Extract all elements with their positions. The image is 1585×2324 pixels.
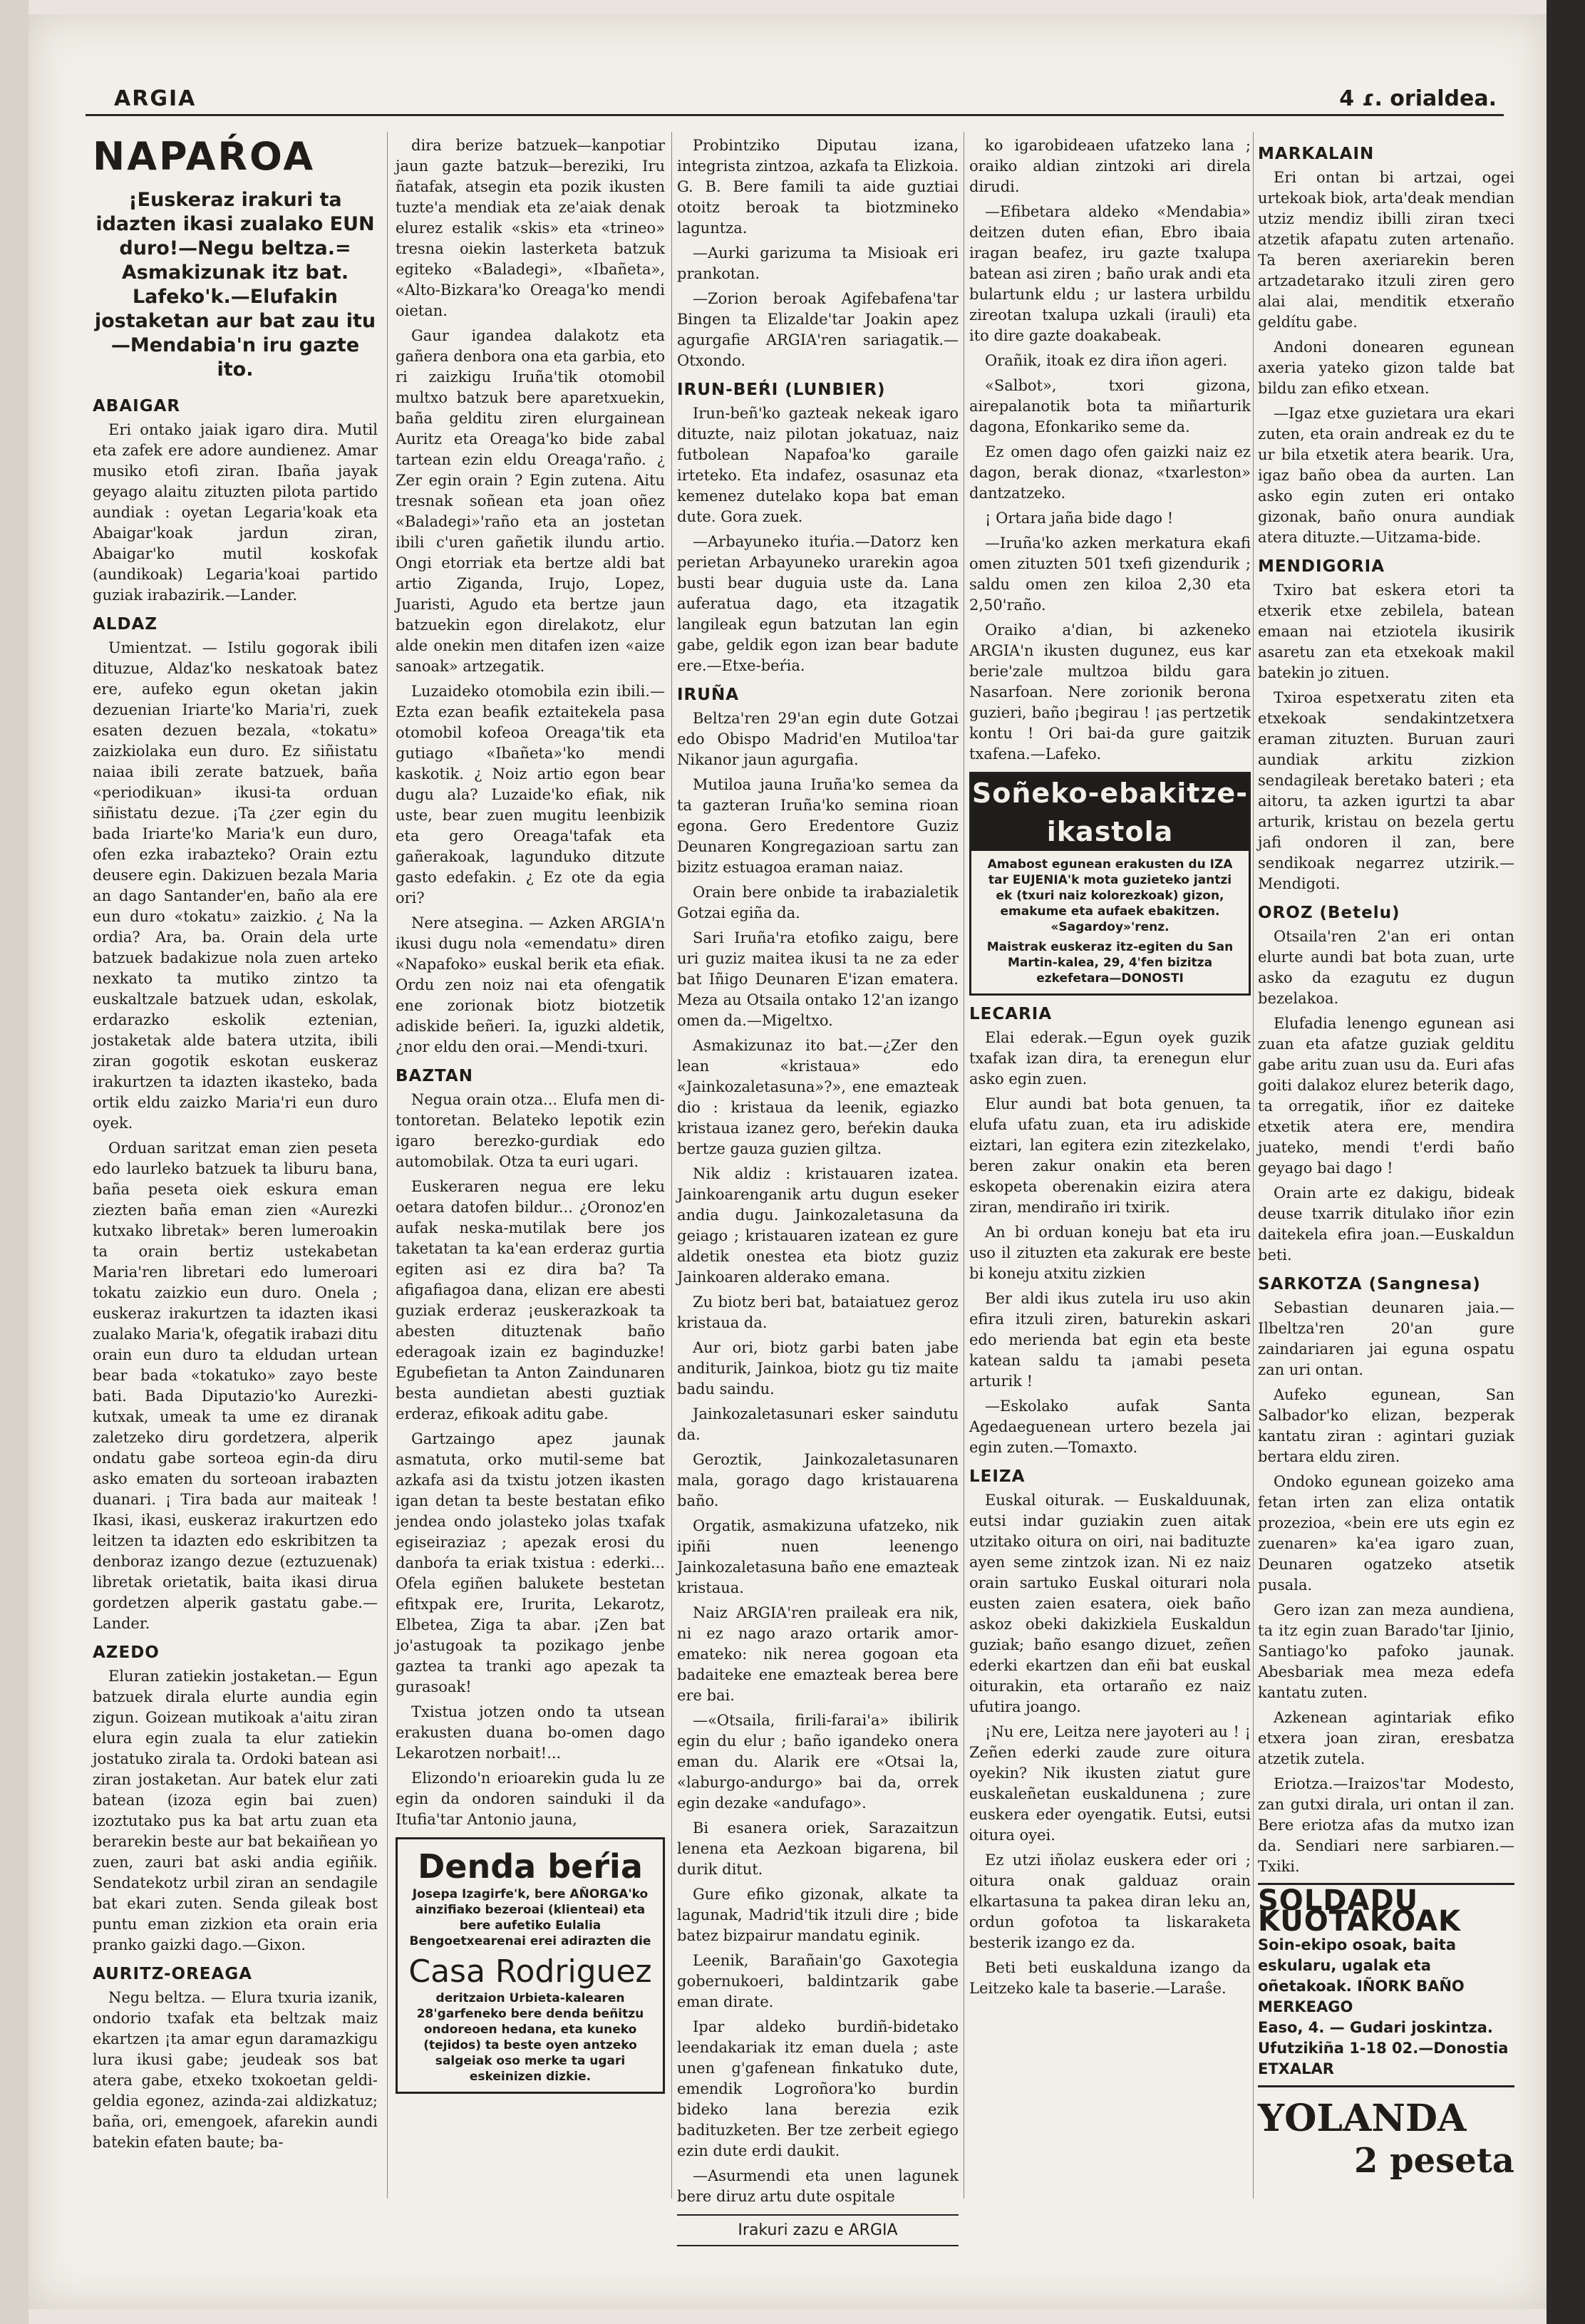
article-text: —Eskolako aufak Santa Agedaeguenean urtero bezela jai egin zuten.—Tomaxto. <box>969 1398 1251 1456</box>
column-1 <box>93 135 378 2273</box>
heading-irun-berri: IRUN-BEŔI (LUNBIER) <box>677 381 886 399</box>
article-text: Zu biotz beri bat, bataiatuez geroz kristaua da. <box>677 1293 959 1331</box>
article-text: Eluran zatiekin jostaketan.— Egun batzuek dirala elurte aundia egin zigun. Goizean mutikoak a'aitu ziran elura egin zuala ta elur zatiekin jostatuko zirala ta. Ordoki batean asi ziran jostaketan. Aur batek elur zati batean (izoza egin bai zuen) izoztutako pus ka bat artu zuan eta berarekin beste aur bat bekaiñean yo zuen, zauri bat aski andia egiñik. Sendatekotz urbil ziran an sendagile bat ekari zuten. Senda gileak bost puntu eman zizkion eta orain eria pranko gaizki dago.—Gixon. <box>93 1668 378 1953</box>
heading-mendigoria: MENDIGORIA <box>1258 557 1385 576</box>
article-text: Eri ontan bi artzai, ogei urtekoak biok, arta'deak mendian utziz mendiz ibilli ziran txeci atzetik afapatu zuten artenaño. Ta beren axeriarekin beren artzadetarako itzuli ziren gero alai alai, menditik etxeraño geldítu gabe. <box>1258 169 1514 331</box>
article-text: Sebastian deunaren jaia.— Ilbeltza'ren 20'an gure zaindariaren jai eguna ospatu zan uri ontan. <box>1258 1299 1514 1378</box>
ad-soldadu-title: SOLDADU KUOTAKOAK <box>1258 1884 1461 1938</box>
article-text: Orañik, itoak ez dira iñon ageri. <box>985 352 1228 369</box>
article-text: Euskeraren negua ere leku oetara datofen bildur... ¿Oronoz'en aufak neska-mutilak bere jos taketatan ta ka'ean erderaz gurtia egiten asi ez dira ba? Ta afigafiagoa dana, elizan ere abesti guziak erderaz ¡euskerazkoak ta abesten dituztenak baño ederagoak izain ez baginduzke! Egubefietan ta Anton Zaindunaren besta aundietan abesti guztiak erderaz, efikoak aditu gabe. <box>396 1178 665 1422</box>
article-text: Jainkozaletasunari esker saindutu da. <box>677 1405 959 1443</box>
section-lead: ¡Euskeraz irakuri ta idazten ikasi zualako EUN duro!—Negu beltza.= Asmakizunak itz bat. Lafeko'k.—Elufakin jostaketan aur bat zau itu —Mendabia'n iru gazte ito. <box>94 189 376 381</box>
column-4 <box>969 135 1251 2188</box>
article-text: Txiroa espetxeratu ziten eta etxekoak sendakintzetxera eraman zituzten. Buruan zauri aundiak arkitu zizkion sendagileak beretako bateri ; eta aitoru, ta azken igurtzi ta abar arturik, kristau on bezela gertu jafi ondoren il zan, bere sendikoak negarrez utzirik.—Mendigoti. <box>1258 689 1514 892</box>
article-text: Aufeko egunean, San Salbador'ko elizan, bezperak kantatu ziran : agintari guziak bertara eldu ziren. <box>1258 1386 1514 1465</box>
article-text: Sari Iruña'ra etofiko zaigu, bere uri guziz maitea ikusi ta ne za eder bat Iñigo Deunaren E'izan ematera. Meza au Otsaila ontako 12'an izango omen da.—Migeltxo. <box>677 929 959 1029</box>
ad-yolanda-price: 2 peseta <box>1353 2141 1514 2181</box>
article-text: dira berize batzuek—kanpotiar jaun gazte batzuk—bereziki, Iru ñatafak, atsegin eta pozik ikusten tuzte'a mendiak eta ze'aiak denak elurez estalik «skis» eta «trineo» tresna oiekin lasterketa batzuk egiteko «Baladegi», «Ibañeta», «Alto-Bizkara'ko Oreaga'ko mendi oietan. <box>396 137 665 319</box>
ad-text: Amabost egunean erakusten du IZA tar EUJENIA'k mota guzieteko jantzi ek (txuri naiz kolorezkoak) gizon, emakume eta aufaek ebakitzen. «Sagardoy»'renz. <box>987 857 1233 934</box>
article-text: Irun-beñ'ko gazteak nekeak igaro dituzte, naiz pilotan jokatuaz, naiz futbolean Napafoa'ko garaile irteteko. Eta indafez, osasunaz eta kemenez dutelako kopa bat eman dute. Gora zuek. <box>677 405 959 525</box>
article-text: Mutiloa jauna Iruña'ko semea da ta gazteran Iruña'ko semina rioan egona. Gero Eredentore Guziz Deunaren Kongregazioan sartu zan bizitz estuagoa eraman naiaz. <box>677 776 959 876</box>
ad-shop-name: Casa Rodriguez <box>408 1953 652 1990</box>
heading-azedo: AZEDO <box>93 1643 160 1662</box>
article-text: —«Otsaila, firili-farai'a» ibilirik egin du elur ; baño igandeko onera eman du. Alarik ere «Otsai la, «laburgo-andurgo» bai da, orrek egin dezake «andufago». <box>677 1712 959 1812</box>
column-5 <box>1258 135 1514 2202</box>
ad-title: Denda beŕia <box>418 1847 643 1886</box>
heading-aldaz: ALDAZ <box>93 615 158 634</box>
article-text: —Zorion beroak Agifebafena'tar Bingen ta Elizalde'tar Joakin apez agurgafie ARGIA'ren sariagatik.—Otxondo. <box>677 290 959 369</box>
article-text: Gero izan zan meza aundiena, ta itz egin zuan Barado'tar Ijinio, Santiago'ko pafoko jaunak. Abesbariak mea meza edefa kantatu zuten. <box>1258 1601 1514 1701</box>
page-header <box>86 78 1504 116</box>
binding-strip <box>1547 0 1585 2324</box>
advertisement-sewing-school <box>969 772 1251 996</box>
article-text: Probintziko Diputau izana, integrista zintzoa, azkafa ta Elizkoia. G. B. Bere famili ta aide guztiai otoitz beroak ta biotzmineko laguntza. <box>677 137 959 237</box>
ad-banner: Soñeko-ebakitze-ikastola <box>971 774 1249 851</box>
article-text: Asmakizunaz ito bat.—¿Zer den lean «kristaua» edo «Jainkozaletasuna»?», ene emazteak dio : kristaua da leenik, egiazko kristaua izanez gero, beŕekin dauka bertze gauza guzien giltza. <box>677 1037 959 1157</box>
article-text: Orain arte ez dakigu, bideak deuse txarrik ditulako iñor ezin daitekela efira joan.—Euskaldun beti. <box>1258 1184 1514 1264</box>
article-text: Bi esanera oriek, Sarazaitzun lenena eta Aezkoan bigarena, bil durik ditut. <box>677 1819 959 1878</box>
section-title: NAPAŔOA <box>93 134 316 179</box>
column-3 <box>677 135 959 2239</box>
article-text: Ipar aldeko burdiñ-bidetako leendakariak itz eman duela ; aste unen g'gafenean finkatuko dute, emendik Logroñora'ko burdin bideko lana berezia ezik badituzketen. Ber tze zerbeit egiego ezin dute erdi daukit. <box>677 2018 959 2159</box>
article-text: —Iruña'ko azken merkatura ekafi omen zituzten 501 txefi gizendurik ; saldu omen zen kiloa 2,30 eta 2,50'raño. <box>969 534 1251 614</box>
heading-lecaria: LECARIA <box>969 1005 1053 1023</box>
column-rule <box>1253 132 1254 2199</box>
article-text: Nik aldiz : kristauaren izatea. Jainkoarenganik artu dugun eseker andia dugu. Jainkozaletasuna da geiago ; kristauaren izatean ez gure aldetik onestea eta biotz guziz Jainkoaren alderako emana. <box>677 1165 959 1286</box>
article-text: Leenik, Barañain'go Gaxotegia gobernukoeri, baldintzarik gabe eman dirate. <box>677 1952 959 2010</box>
article-text: Euskal oiturak. — Euskalduunak, eutsi indar guziakin zuen aitak utzitako oitura on oiri, nai badituzte ayen seme zintzok izan. Ni ez naiz orain sartuko Euskal oiturari nola eusten zaien esatera, oiek baño askoz obeki dakizkiela Euskaldun guziak; baño esango dizuet, zeñen ederki ekartzen dan eñi bat euskal oiturakin, eta ortaraño ez naiz ufutira joango. <box>969 1492 1251 1715</box>
article-text: Negu beltza. — Elura txuria izanik, ondorio txafak eta beltzak maiz ekartzen ¡ta amar egun daramazkigu lura ikusi gabe; jeudeak sos bat atera gabe, etxeko txokoetan geldi-geldia egonez, azinda-zai aldizkatuz; baña, ori, emengoek, afarekin aundi batekin efaten baute; ba- <box>93 1989 378 2151</box>
advertisement-denda-berria <box>396 1837 665 2094</box>
article-text: —Igaz etxe guzietara ura ekari zuten, eta orain andreak ez du te ur bila etxetik atera bearik. Ura, igaz baño obea da aurten. Lan asko egin zuten eri ontako gizonak, baño onura aundiak atera dituzte.—Uitzama-bide. <box>1258 405 1514 546</box>
article-text: Geroztik, Jainkozaletasunaren mala, gorago dago kristauarena baño. <box>677 1451 959 1509</box>
article-text: An bi orduan koneju bat eta iru uso il zituzten eta zakurak ere beste bi koneju atxitu zizkien <box>969 1224 1251 1282</box>
heading-baztan: BAZTAN <box>396 1067 473 1085</box>
paper-name: ARGIA <box>114 86 197 111</box>
article-text: Txiro bat eskera etori ta etxerik etxe zebilela, batean emaan nai etziotela ikusirik asaretu zan eta etxekoak makil batekin jo zituen. <box>1258 582 1514 681</box>
article-text: Orduan saritzat eman zien peseta edo laurleko batzuek ta liburu bana, baña peseta oiek eskura eman ziezten baña eman zien «Aurezki kutxako libretak» beren lumeroakin ta orain bertiz ustekabetan Maria'ren libretari edo lumeroari tokatu zaizkio eun duro. Onela ; euskeraz irakurtzen ta idazten ikasi zualako Maria'k, ofegatik irabazi ditu orain eun duro ta eldudan urtean bear bada «tokatuko» zayo beste bati. Bada Diputazio'ko Aurezki-kutxak, umeak ta ume ez diranak zaletzeko diru gordetzera, alperik ondatu gabe sorteoa egin-da diru asko ematen du sorteoan irabazten duanari. ¡ Tira bada aur maiteak ! Ikasi, ikasi, euskeraz irakurtzen edo leitzen ta idazten edo eskribitzen ta denboraz izango dezue (eztuzuenak) libretak orietatik, baita ikasi dirua gordetzen alperik gastatu gabe.—Lander. <box>93 1140 378 1632</box>
heading-leiza: LEIZA <box>969 1467 1026 1486</box>
page-label: 4 ɾ. orialdea. <box>1339 86 1497 111</box>
article-text: —Aurki garizuma ta Misioak eri prankotan. <box>677 244 959 282</box>
heading-oroz: OROZ (Betelu) <box>1258 904 1400 922</box>
ad-soldadu-address: Easo, 4. — Gudari joskintza. Ufutzikiña 1-18 02.—Donostia ETXALAR <box>1258 2019 1509 2077</box>
article-text: Orain bere onbide ta irabazialetik Gotzai egiña da. <box>677 884 959 921</box>
article-text: Naiz ARGIA'ren praileak era nik, ni ez nago arazo ortarik amor-emateko: nik nerea gogoan eta badaiteke ene emazteak berea bere ere bai. <box>677 1604 959 1704</box>
article-text: Elizondo'n erioarekin guda lu ze egin da ondoren sainduki il da Itufia'tar Antonio jauna, <box>396 1770 665 1828</box>
article-text: Orgatik, asmakizuna ufatzeko, nik ipiñi nuen leenengo Jainkozaletasuna baño ene emazteak kristaua. <box>677 1517 959 1596</box>
article-text: Azkenean agintariak efiko etxera joan ziran, eresbatza atzetik zutela. <box>1258 1709 1514 1767</box>
ad-text: deritzaion Urbieta-kalearen 28'garfeneko bere denda beñitzu ondoreoen hedana, eta kuneko (tejidos) ta beste oyen antzeko salgeiak oso merke ta ugari eskeinizen dizkie. <box>416 1991 644 2084</box>
article-text: Ez omen dago ofen gaizki naiz ez dagon, berak dionaz, «txarleston» dantzatzeko. <box>969 443 1251 502</box>
article-text: —Arbayuneko ituŕia.—Datorz ken perietan Arbayuneko urarekin agoa busti bear duguia uste da. Lana auferatua dago, eta itzagatik langileak egun batzutan lan egin gabe, geldik egon izan bear badute ere.—Etxe-beŕia. <box>677 533 959 674</box>
heading-abaigar: ABAIGAR <box>93 397 181 415</box>
heading-iruna: IRUÑA <box>677 686 739 704</box>
article-text: Nere atsegina. — Azken ARGIA'n ikusi dugu nola «emendatu» diren «Napafoko» euskal berik eta efiak. Ordu zen noiz nai eta ofengatik ene zorionak biotz biotzetik adiskide beñeri. Ia, iguzki aldetik, ¿nor eldu den orai.—Mendi-txuri. <box>396 914 665 1055</box>
article-text: ¡Nu ere, Leitza nere jayoteri au ! ¡ Zeñen ederki zaude zure oitura oyekin? Nik ikusten ziatut gure euskaleñetan euskaldunena ; zure euskera eder oyengatik. Eutsi, eutsi oitura oyei. <box>969 1723 1251 1844</box>
ad-address: Maistrak euskeraz itz-egiten du San Martin-kalea, 29, 4'fen bizitza ezkefetara—DONOSTI <box>986 940 1234 986</box>
column-2 <box>396 135 665 2202</box>
article-text: Otsaila'ren 2'an eri ontan elurte aundi bat bota zuan, urte asko da ezagutu ez dugun bezelakoa. <box>1258 928 1514 1007</box>
article-text: —Asurmendi eta unen lagunek bere diruz artu dute ospitale <box>677 2167 959 2205</box>
article-text: ¡ Ortara jaña bide dago ! <box>985 510 1174 527</box>
article-text: Eri ontako jaiak igaro dira. Mutil eta zafek ere adore aundienez. Amar musiko etofi ziran. Ibaña jayak geyago alaitu zituzten pilota partido aundiak : oyetan Legaria'koak eta Abaigar'koak jardun ziran, Abaigar'ko mutil koskofak (aundikoak) Legaria'koai partido guziak irabazirik.—Lander. <box>93 421 378 604</box>
article-text: Elai ederak.—Egun oyek guzik txafak izan dira, ta erenegun elur asko egin zuen. <box>969 1029 1251 1088</box>
ad-text: Josepa Izagirfe'k, bere AÑORGA'ko ainzifiako bezeroai (klienteai) eta bere aufetiko Eulalia Bengoetxearenai erei adirazten die <box>409 1887 651 1948</box>
heading-auritz-oreaga: AURITZ-OREAGA <box>93 1965 252 1983</box>
read-argia-note: Irakuri zazu e ARGIA <box>677 2214 959 2246</box>
article-text: Negua orain otza... Elufa men di-tontoretan. Belateko lepotik ezin igaro berezko-gurdiak edo automobilak. Otza ta euri ugari. <box>396 1091 665 1170</box>
article-text: ko igarobideaen ufatzeko lana ; oraiko aldian zintzoki ari direla dirudi. <box>969 137 1251 195</box>
heading-sarkotza: SARKOTZA (Sangnesa) <box>1258 1275 1481 1293</box>
article-text: Ondoko egunean goizeko ama fetan irten zan eliza ontatik prozezioa, «bein ere uts egin ez zuenaren» ka'ea igaro zuan, Deunaren ogatzeko atsetik pusala. <box>1258 1473 1514 1594</box>
article-text: Elufadia lenengo egunean asi zuan eta afatze guziak gelditu gabe aritu zuan usu da. Euri afas goiti dalakoz elurez beterik dago, ta orregatik, iñor ez daiteke etxetik atera ere, mendira juateko, mendi t'erdi baño geyago bai dago ! <box>1258 1015 1514 1177</box>
article-text: Gure efiko gizonak, alkate ta lagunak, Madrid'tik itzuli dire ; bide batez bizpairur mandatu eginik. <box>677 1886 959 1944</box>
divider <box>1258 2085 1514 2087</box>
article-text: Txistua jotzen ondo ta utsean erakusten duana bo-omen dago Lekarotzen norbait!... <box>396 1703 665 1762</box>
article-text: Beti beti euskalduna izango da Leitzeko kale ta baserie.—Laraŝe. <box>969 1959 1251 1997</box>
article-text: Gaur igandea dalakotz eta gañera denbora ona eta garbia, eto ri zaizkigu Iruña'tik otomobil multxo batzuk bere aparetxuekin, baña gelditu ziren elurgainean Auritz eta Oreaga'ko bide zabal tartean ezin eldu Oreaga'raño. ¿ Zer egin orain ? Egin zutena. Aitu tresnak soñean eta joan oñez «Baladegi»'raño eta an jostetan ibili c'uren gañetik ilundu artio. Ongi etorriak eta bertze aldi bat artio Ziganda, Irujo, Lopez, Juaristi, Agudo eta bertze jaun batzuekin egon direlakotz, elur alde onekin men ditafen izen «aize sanoak» artzegatik. <box>396 327 665 675</box>
article-text: —Efibetara aldeko «Mendabia» deitzen duten efian, Ebro ibaia iragan beafez, iru gazte txalupa batean asi ziren ; baño urak andi eta bulartunk eldu ; ur lastera urbildu zireotan txalupa uzkali (irauli) eta ito dire gazte doakabeak. <box>969 203 1251 344</box>
article-text: Ber aldi ikus zutela iru uso akin efira itzuli ziren, baturekin askari edo merienda bat egin eta beste katean saldu ta ¡amabi peseta arturik ! <box>969 1290 1251 1390</box>
column-rule <box>387 132 388 2199</box>
article-text: «Salbot», txori gizona, airepalanotik bota ta miñarturik dagona, Efonkariko seme da. <box>969 377 1251 435</box>
article-text: Umientzat. — Istilu gogorak ibili dituzue, Aldaz'ko neskatoak batez ere, aufeko egun oketan jakin dezuenian Iriarte'ko Maria'ri, zuek esaten dezuen bezala, «tokatu» zaizkiolaka eun duro. Ez siñistatu naiaa ibili zerate batzuek, baña «periodikuan» ikusi-ta orduan siñistatu dezue. ¡Ta ¿zer egin du bada Iriarte'ko Maria'k eun duro, ofen ezka irabazteko? Orain eztu deusere egin. Dakizuen bezala Maria an dago Santander'en, baño ala ere eun duro «tokatu» zaizkio. ¿ Na la ordia? Ara, ba. Orain dela urte batzuek badakizue nola zuen arteko nexkato ta mutiko zintzo ta euskaltzale batzuek udan, eskolak, erdarazko eskolik eztenian, jostaketak alde batera utzita, ibili ziran gogotik eskotan euskeraz irakurtzen ta idazten ikasteko, bada ortik eldu zaizko Maria'ri eun duro oyek. <box>93 639 378 1132</box>
article-text: Aur ori, biotz garbi baten jabe anditurik, Jainkoa, biotz gu tiz maite badu saindu. <box>677 1339 959 1398</box>
ad-yolanda-title: YOLANDA <box>1258 2097 1467 2140</box>
heading-markalain: MARKALAIN <box>1258 145 1375 163</box>
article-text: Gartzaingo apez jaunak asmatuta, orko mutil-seme bat azkafa asi da txistu jotzen ikasten igan detan ta beste bestatan efiko jendea ondo jolasteko jolas txafak egiseiraziaz ; apezak erosi du danboŕa ta eriak txistua : ederki... Ofela egiñen balukete bestetan efitxpak ere, Irurita, Lekarotz, Elbetea, Ziga ta abar. ¡Zen bat jo'astugoak ta pozikago jenbe gaztea ta tranki ago apezak ta gurasoak! <box>396 1430 665 1695</box>
article-text: Elur aundi bat bota genuen, ta elufa ufatu zuan, eta iru adiskide eiztari, lan egitera ezin zitezkelako, beren zakur onakin eta beren eskopeta oberenakin eizira atera ziran, mendiraño iri txirik. <box>969 1095 1251 1216</box>
article-text: Eriotza.—Iraizos'tar Modesto, zan gutxi dirala, uri ontan il zan. Bere eriotza afas da mutxo izan da. Sendiari nere sarbiaren.—Txiki. <box>1258 1775 1514 1875</box>
ad-soldadu-text: Soin-ekipo osoak, baita eskularu, ugalak eta oñetakoak. IÑORK BAÑO MERKEAGO <box>1258 1936 1465 2015</box>
article-text: Andoni donearen egunean axeria yateko gizon talde bat bildu zan efiko etxean. <box>1258 339 1514 397</box>
column-rule <box>671 132 672 2199</box>
article-text: Oraiko a'dian, bi azkeneko ARGIA'n ikusten dugunez, eus kar berie'zale multzoa bildu gara Nasarfoan. Nere zorionik berona guzieri, baño ¡begirau ! ¡as pertzetik kontu ! Ori bai-da gure gaitzik txafena.—Lafeko. <box>969 621 1251 763</box>
article-text: Ez utzi iñolaz euskera eder ori ; oitura onak galduaz orain elkartasuna ta pakea diran leku an, ordun gofotoa ta liskaraketa besterik izango ez da. <box>969 1852 1251 1951</box>
article-text: Beltza'ren 29'an egin dute Gotzai edo Obispo Madrid'en Mutiloa'tar Nikanor jaun agurgafia. <box>677 710 959 768</box>
scan-edge <box>0 0 29 2324</box>
article-text: Luzaideko otomobila ezin ibili.—Ezta ezan beafik eztaitekela pasa otomobil kofeoa Oreaga'tik eta gutiago «Ibañeta»'ko mendi kaskotik. ¿ Noiz artio egon bear dugu ala? Luzaide'ko efiak, nik uste, bear zuen mugitu leenbizik eta gero Oreaga'tafak eta gañerakoak, lagunduko ditzute gasto edefakin. ¿ Ez ote da egia ori? <box>396 683 665 907</box>
